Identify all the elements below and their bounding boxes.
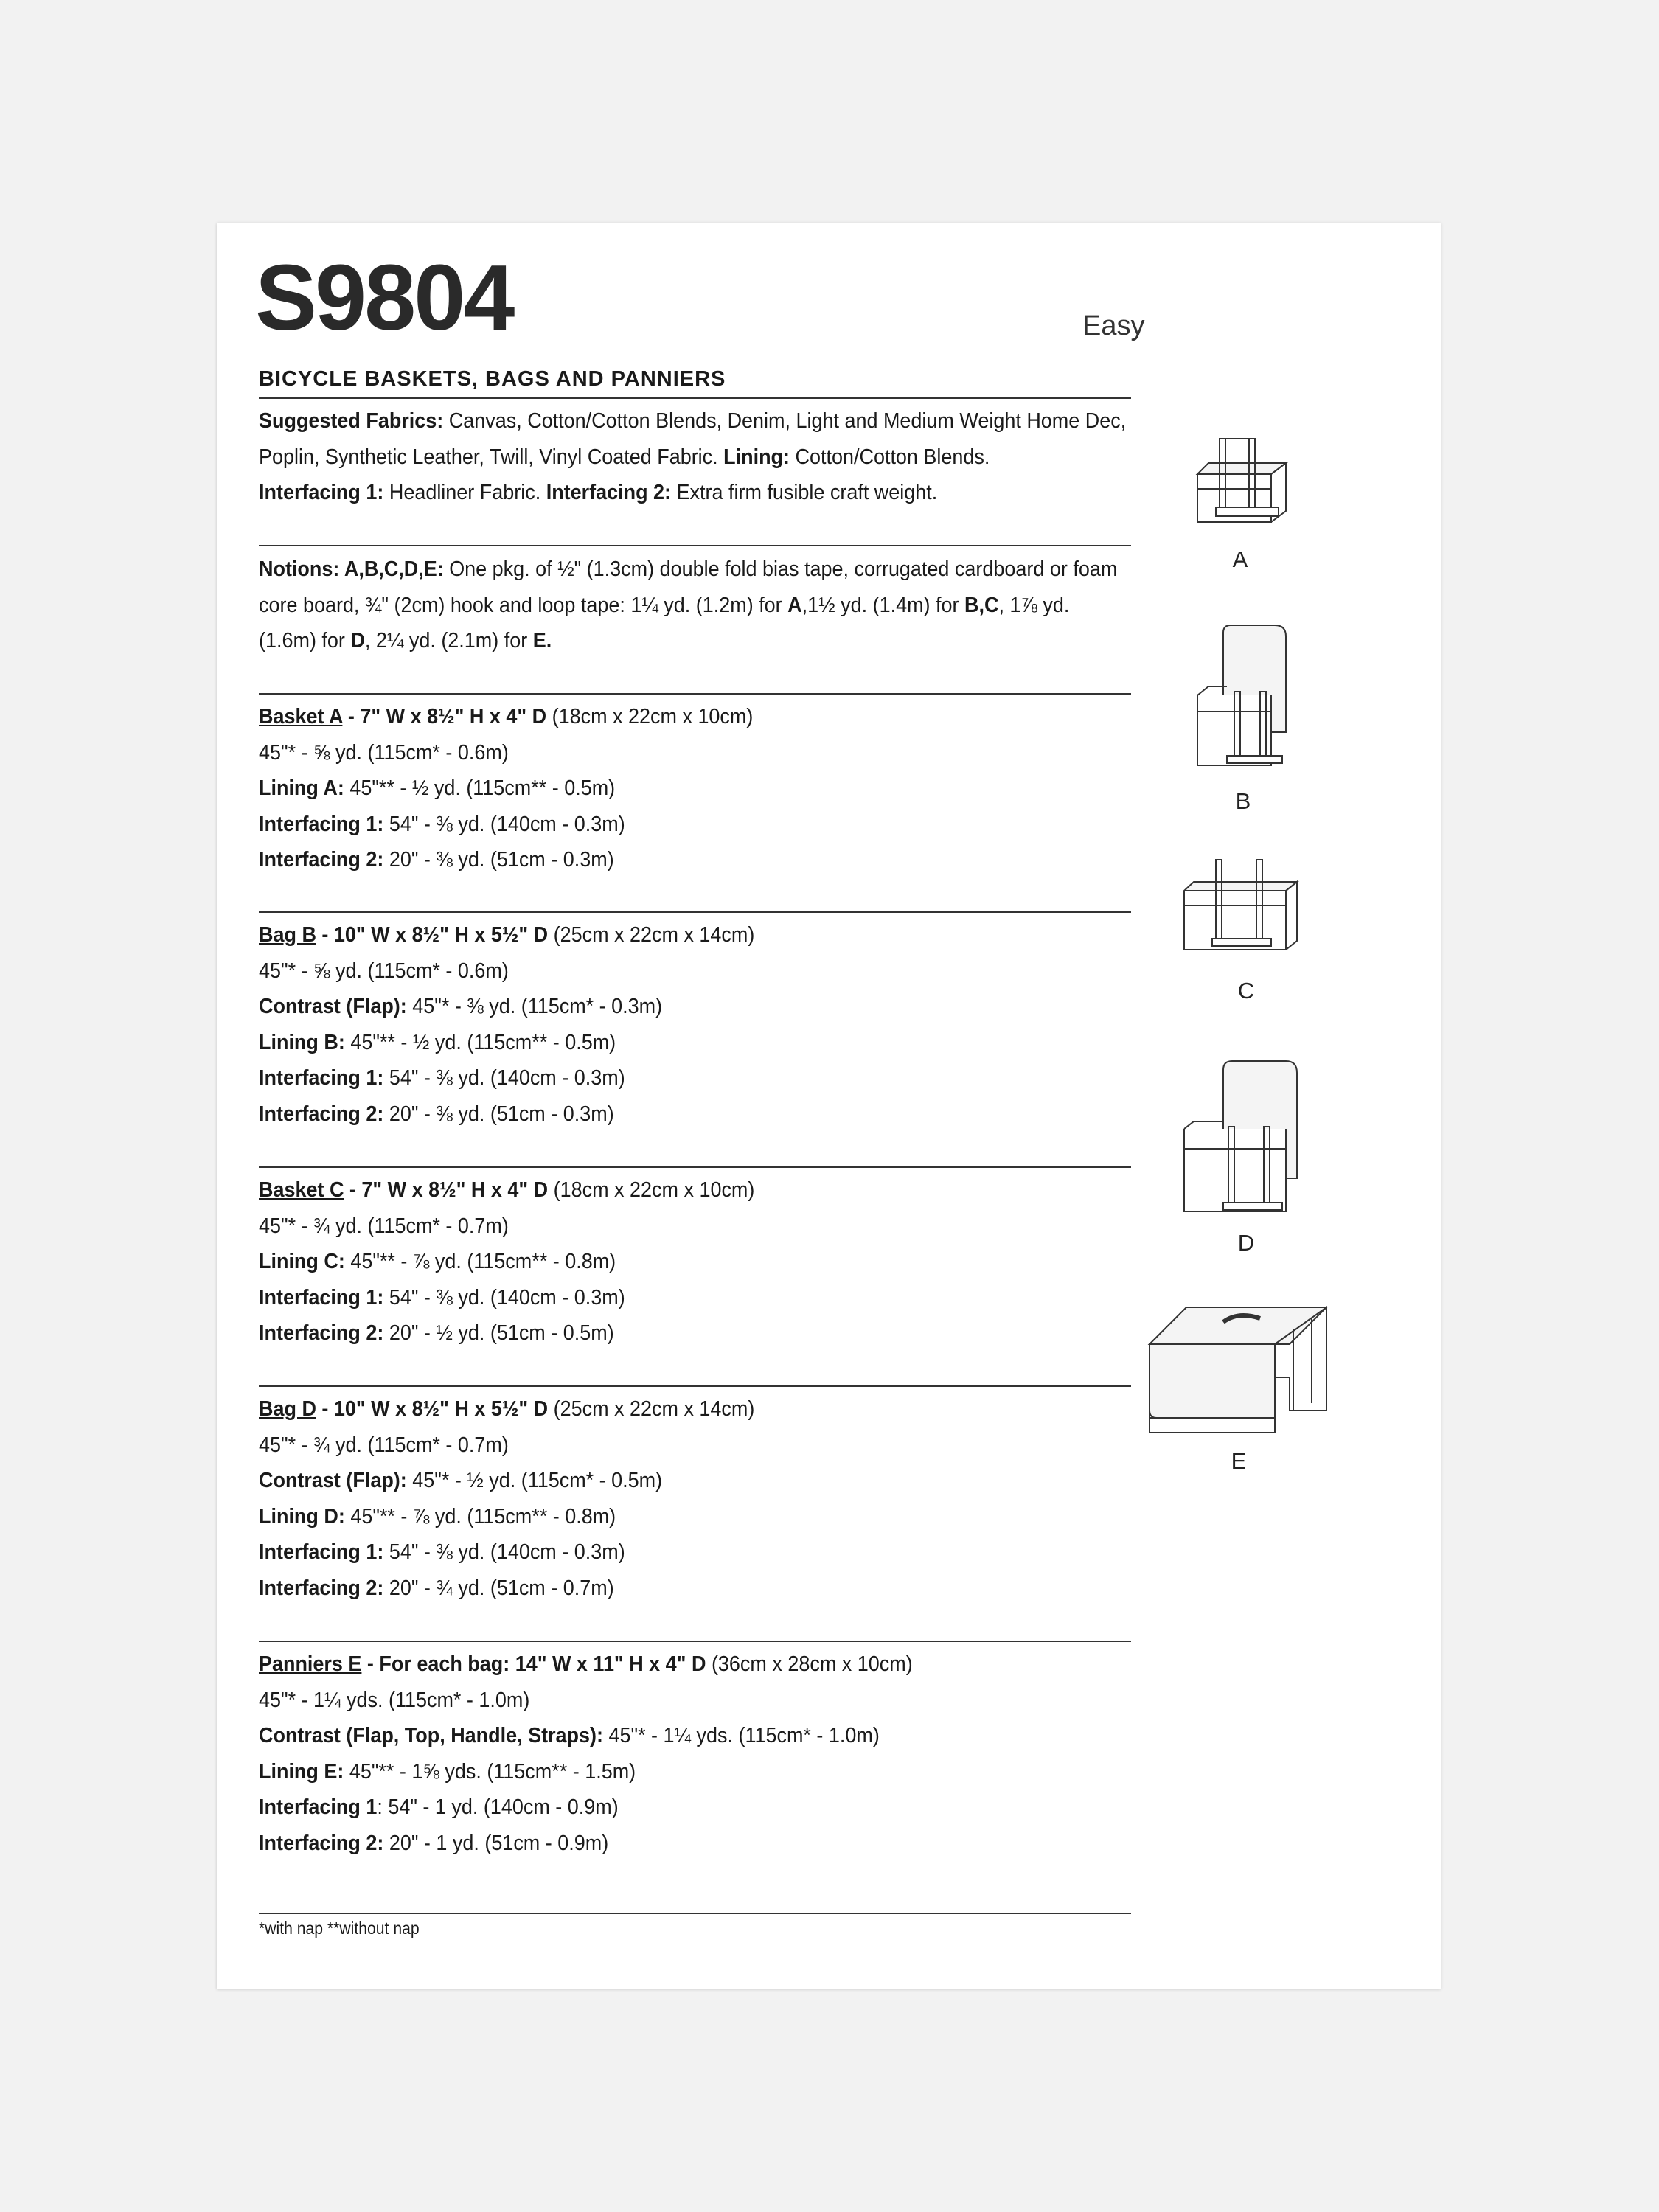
divider xyxy=(259,1166,1131,1168)
basket-a-illustration xyxy=(1183,430,1293,533)
divider xyxy=(259,1385,1131,1387)
basket-c-illustration xyxy=(1175,854,1304,968)
bag-b-illustration xyxy=(1183,622,1301,776)
panniers-e-illustration xyxy=(1142,1300,1341,1440)
illustration-label-a: A xyxy=(1232,546,1248,572)
divider xyxy=(259,911,1131,913)
illustration-label-e: E xyxy=(1231,1448,1247,1474)
difficulty-label: Easy xyxy=(1082,310,1145,341)
illustration-label-d: D xyxy=(1237,1230,1255,1256)
section-bag-d: Bag D - 10" W x 8½" H x 5½" D (25cm x 22cm x 14cm) 45"* - ¾ yd. (115cm* - 0.7m) Contrast (Flap): 45"* - ½ yd. (115cm* - 0.5m) Lining D: 45"** - ⅞ yd. (115cm** - 0.8m) Interfacing 1: 54" - ⅜ yd. (140cm - 0.3m) Interfacing 2: 20" - ¾ yd. (51cm - 0.7m) xyxy=(259,1397,755,1600)
pattern-title: BICYCLE BASKETS, BAGS AND PANNIERS xyxy=(259,367,726,391)
section-basket-a: Basket A - 7" W x 8½" H x 4" D (18cm x 22cm x 10cm) 45"* - ⅝ yd. (115cm* - 0.6m) Lining A: 45"** - ½ yd. (115cm** - 0.5m) Interfacing 1: 54" - ⅜ yd. (140cm - 0.3m) Interfacing 2: 20" - ⅜ yd. (51cm - 0.3m) xyxy=(259,705,754,872)
divider xyxy=(259,397,1131,399)
pattern-envelope-back xyxy=(217,223,1441,1989)
divider xyxy=(259,693,1131,695)
section-panniers-e: Panniers E - For each bag: 14" W x 11" H x 4" D (36cm x 28cm x 10cm) 45"* - 1¼ yds. (115cm* - 1.0m) Contrast (Flap, Top, Handle, Straps): 45"* - 1¼ yds. (115cm* - 1.0m) Lining E: 45"** - 1⅝ yds. (115cm** - 1.5m) Interfacing 1: 54" - 1 yd. (140cm - 0.9m) Interfacing 2: 20" - 1 yd. (51cm - 0.9m) xyxy=(259,1652,913,1855)
suggested-fabrics: Suggested Fabrics: Canvas, Cotton/Cotton Blends, Denim, Light and Medium Weight Home Dec, Poplin, Synthetic Leather, Twill, Vinyl Coated Fabric. Lining: Cotton/Cotton Blends. Interfacing 1: Headliner Fabric. Interfacing 2: Extra firm fusible craft weight. xyxy=(259,409,1127,504)
divider xyxy=(259,1913,1131,1914)
divider xyxy=(259,545,1131,546)
illustration-label-b: B xyxy=(1235,788,1251,814)
footnote: *with nap **without nap xyxy=(259,1919,420,1938)
bag-d-illustration xyxy=(1175,1057,1304,1222)
pattern-number: S9804 xyxy=(255,246,513,349)
divider xyxy=(259,1641,1131,1642)
section-bag-b: Bag B - 10" W x 8½" H x 5½" D (25cm x 22cm x 14cm) 45"* - ⅝ yd. (115cm* - 0.6m) Contrast (Flap): 45"* - ⅜ yd. (115cm* - 0.3m) Lining B: 45"** - ½ yd. (115cm** - 0.5m) Interfacing 1: 54" - ⅜ yd. (140cm - 0.3m) Interfacing 2: 20" - ⅜ yd. (51cm - 0.3m) xyxy=(259,923,755,1126)
section-basket-c: Basket C - 7" W x 8½" H x 4" D (18cm x 22cm x 10cm) 45"* - ¾ yd. (115cm* - 0.7m) Lining C: 45"** - ⅞ yd. (115cm** - 0.8m) Interfacing 1: 54" - ⅜ yd. (140cm - 0.3m) Interfacing 2: 20" - ½ yd. (51cm - 0.5m) xyxy=(259,1178,755,1345)
illustration-label-c: C xyxy=(1237,978,1255,1004)
notions: Notions: A,B,C,D,E: One pkg. of ½" (1.3cm) double fold bias tape, corrugated cardboard or foam core board, ¾" (2cm) hook and loop tape: 1¼ yd. (1.2m) for A,1½ yd. (1.4m) for B,C, 1⅞ yd. (1.6m) for D, 2¼ yd. (2.1m) for E. xyxy=(259,557,1118,653)
